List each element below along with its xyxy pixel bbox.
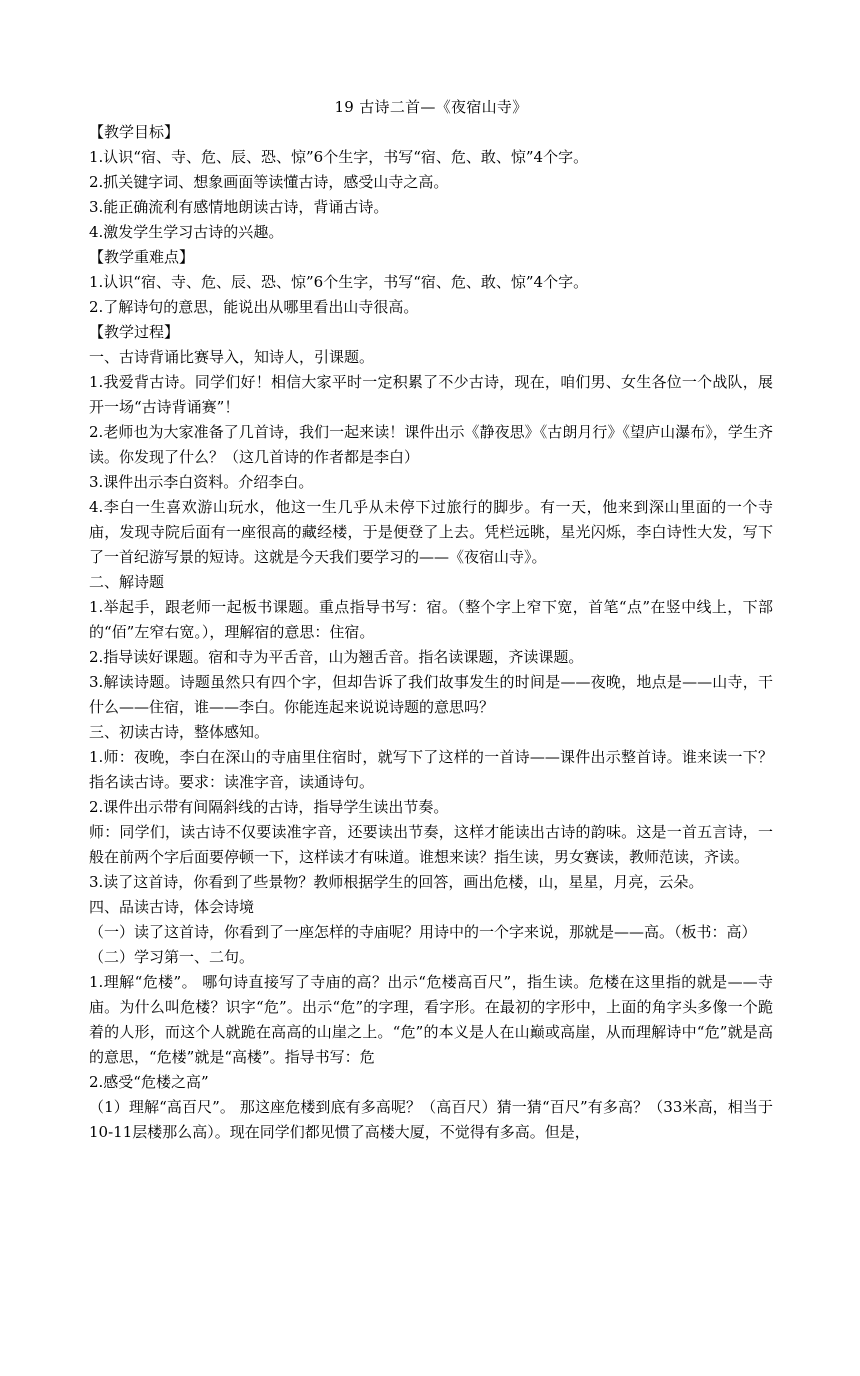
document-page	[89, 94, 773, 1145]
subsection-heading: 四、品读古诗，体会诗境	[89, 898, 255, 916]
paragraph: 4.李白一生喜欢游山玩水，他这一生几乎从未停下过旅行的脚步。有一天，他来到深山里面的一个寺庙，发现寺院后面有一座很高的藏经楼，于是便登了上去。凭栏远眺，星光闪烁，李白诗性大发，写下了一首纪游写景的短诗。这就是今天我们要学习的——《夜宿山寺》。	[89, 498, 773, 566]
paragraph: 3.能正确流利有感情地朗读古诗，背诵古诗。	[89, 198, 389, 216]
paragraph: 4.激发学生学习古诗的兴趣。	[89, 223, 284, 241]
paragraph: 3.解读诗题。诗题虽然只有四个字，但却告诉了我们故事发生的时间是——夜晚，地点是——山寺，干什么——住宿，谁——李白。你能连起来说说诗题的意思吗？	[89, 673, 773, 716]
document-body	[89, 120, 773, 1145]
section-heading-objectives: 【教学目标】	[89, 123, 180, 141]
paragraph: 1.师：夜晚，李白在深山的寺庙里住宿时，就写下了这样的一首诗——课件出示整首诗。谁来读一下？指名读古诗。要求：读准字音，读通诗句。	[89, 748, 773, 791]
paragraph: （二）学习第一、二句。	[89, 948, 255, 966]
paragraph: （一）读了这首诗，你看到了一座怎样的寺庙呢？用诗中的一个字来说，那就是——高。（板书：高）	[89, 923, 757, 941]
paragraph: 师：同学们，读古诗不仅要读准字音，还要读出节奏，这样才能读出古诗的韵味。这是一首五言诗，一般在前两个字后面要停顿一下，这样读才有味道。谁想来读？指生读，男女赛读，教师范读，齐读。	[89, 823, 773, 866]
paragraph: 2.抓关键字词、想象画面等读懂古诗，感受山寺之高。	[89, 173, 449, 191]
paragraph: 2.指导读好课题。宿和寺为平舌音，山为翘舌音。指名读课题，齐读课题。	[89, 648, 584, 666]
subsection-heading: 二、解诗题	[89, 573, 165, 591]
paragraph: 1.认识“宿、寺、危、辰、恐、惊”6个生字，书写“宿、危、敢、惊”4个字。	[89, 148, 589, 166]
paragraph: 3.课件出示李白资料。介绍李白。	[89, 473, 314, 491]
paragraph: 3.读了这首诗，你看到了些景物？教师根据学生的回答，画出危楼，山，星星，月亮，云朵。	[89, 873, 704, 891]
document-title: 19 古诗二首—《夜宿山寺》	[334, 98, 528, 116]
paragraph: 1.我爱背古诗。同学们好！相信大家平时一定积累了不少古诗，现在，咱们男、女生各位一个战队，展开一场“古诗背诵赛”！	[89, 373, 773, 416]
paragraph: （1）理解“高百尺”。 那这座危楼到底有多高呢？（高百尺）猜一猜“百尺”有多高？（33米高，相当于10-11层楼那么高）。现在同学们都见惯了高楼大厦，不觉得有多高。但是，	[89, 1098, 773, 1141]
paragraph: 2.了解诗句的意思，能说出从哪里看出山寺很高。	[89, 298, 419, 316]
paragraph: 1.举起手，跟老师一起板书课题。重点指导书写：宿。（整个字上窄下宽，首笔“点”在竖中线上，下部的“佰”左窄右宽。），理解宿的意思：住宿。	[89, 598, 773, 641]
section-heading-key-points: 【教学重难点】	[89, 248, 195, 266]
paragraph: 2.老师也为大家准备了几首诗，我们一起来读！课件出示《静夜思》《古朗月行》《望庐山瀑布》，学生齐读。你发现了什么？（这几首诗的作者都是李白）	[89, 423, 773, 466]
subsection-heading: 三、初读古诗，整体感知。	[89, 723, 270, 741]
subsection-heading: 一、古诗背诵比赛导入，知诗人，引课题。	[89, 348, 375, 366]
paragraph: 1.认识“宿、寺、危、辰、恐、惊”6个生字，书写“宿、危、敢、惊”4个字。	[89, 273, 589, 291]
paragraph: 2.感受“危楼之高”	[89, 1073, 209, 1091]
paragraph: 1.理解“危楼”。 哪句诗直接写了寺庙的高？出示“危楼高百尺”，指生读。危楼在这里指的就是——寺庙。为什么叫危楼？识字“危”。出示“危”的字理，看字形。在最初的字形中，上面的角字头多像一个跪着的人形，而这个人就跪在高高的山崖之上。“危”的本义是人在山巅或高崖，从而理解诗中“危”就是高的意思，“危楼”就是“高楼”。指导书写：危	[89, 973, 773, 1066]
paragraph: 2.课件出示带有间隔斜线的古诗，指导学生读出节奏。	[89, 798, 449, 816]
section-heading-process: 【教学过程】	[89, 323, 180, 341]
